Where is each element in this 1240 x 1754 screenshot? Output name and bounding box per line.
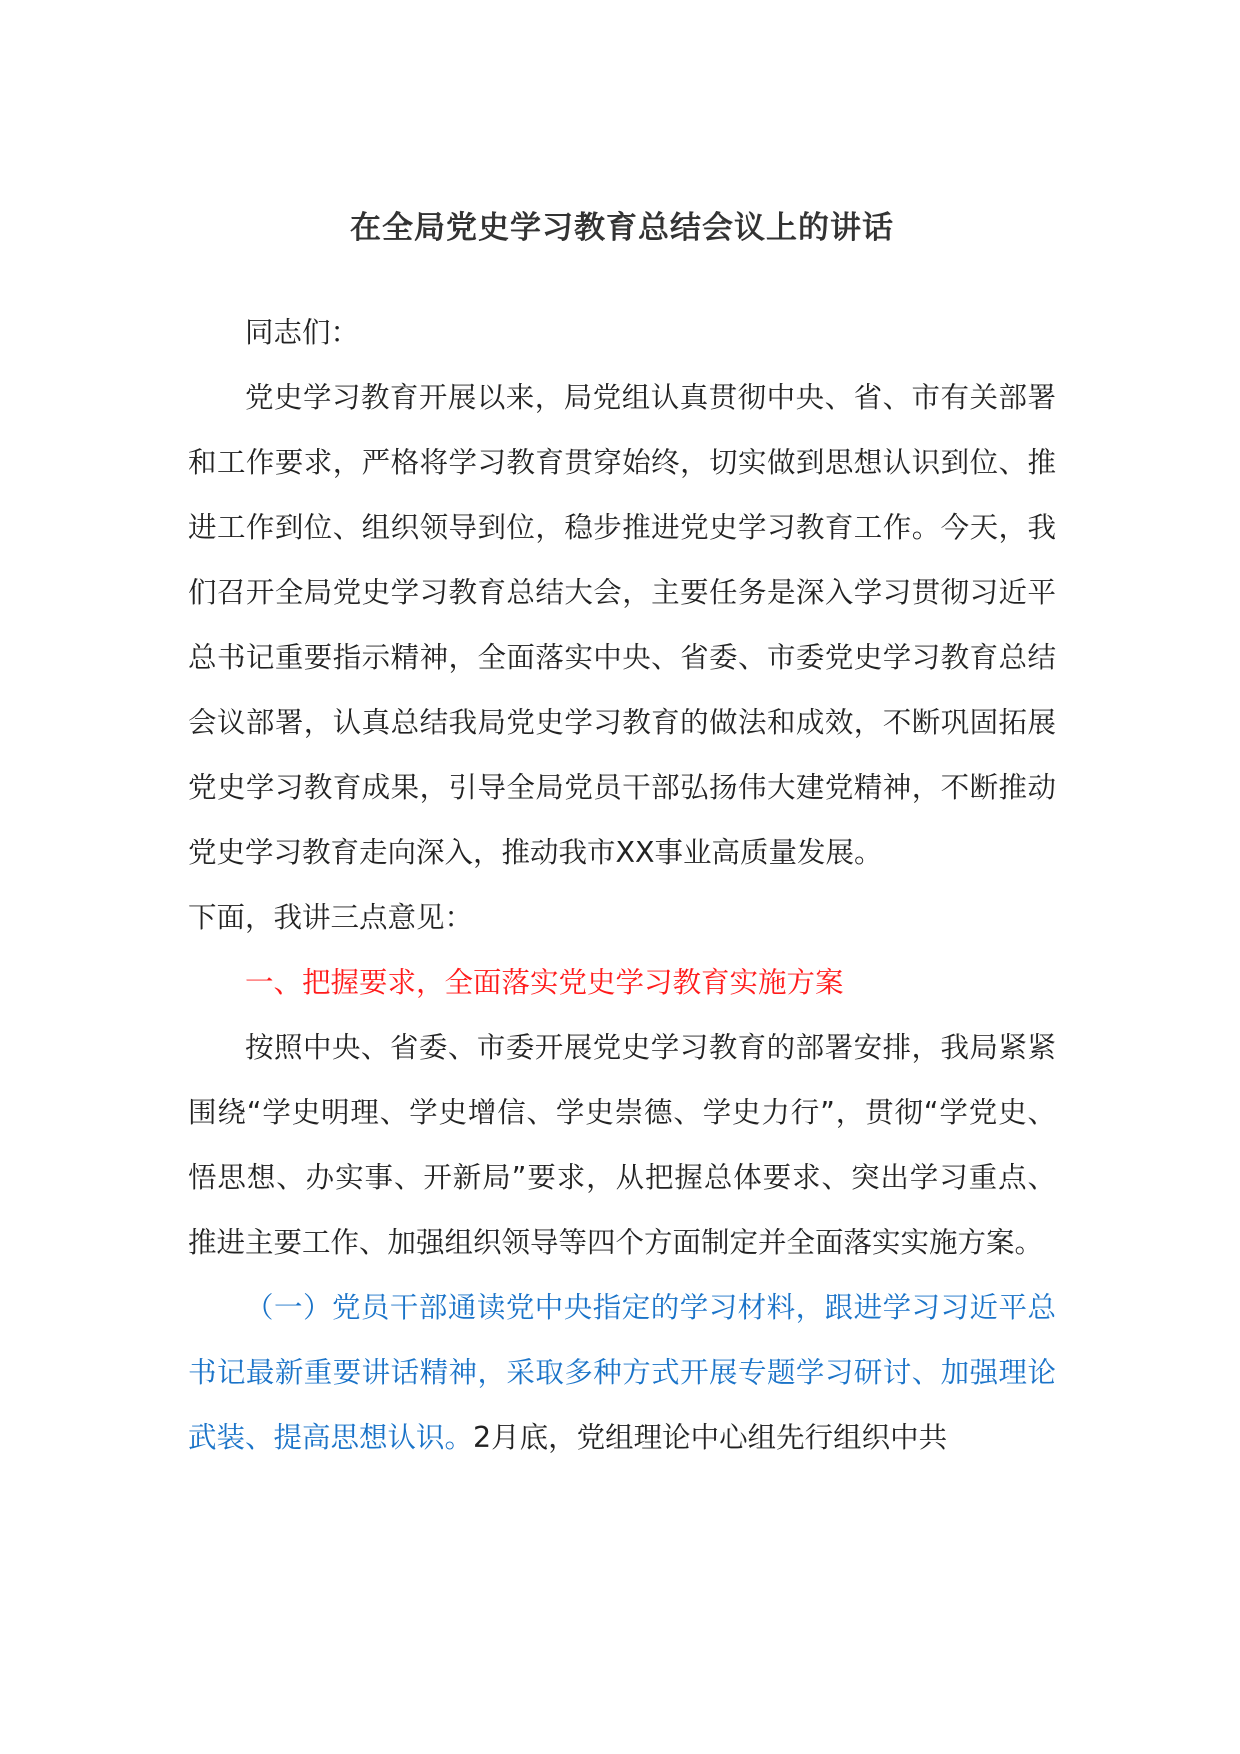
subsection-1-paragraph: [188, 1275, 1056, 1470]
transition-text: 下面，我讲三点意见：: [188, 901, 474, 934]
intro-text: 党史学习教育开展以来，局党组认真贯彻中央、省、市有关部署和工作要求，严格将学习教育贯穿始终，切实做到思想认识到位、推进工作到位、组织领导到位，稳步推进党史学习教育工作。今天，我们召开全局党史学习教育总结大会，主要任务是深入学习贯彻习近平总书记重要指示精神，全面落实中央、省委、市委党史学习教育总结会议部署，认真总结我局党史学习教育的做法和成效，不断巩固拓展党史学习教育成果，引导全局党员干部弘扬伟大建党精神，不断推动党史学习教育走向深入，推动我市XX事业高质量发展。: [188, 381, 1056, 869]
subsection-1-text: 2月底，党组理论中心组先行组织中共: [473, 1421, 948, 1454]
section-heading-1: 一、把握要求，全面落实党史学习教育实施方案: [245, 966, 844, 999]
subsection-heading-1: （一）党员干部通读党中央指定的学习材料，跟进学习习近平总书记最新重要讲话精神，采取多种方式开展专题学习研讨、加强理论武装、提高思想认识。: [188, 1291, 1056, 1454]
document-body: [188, 300, 1056, 1470]
salutation: 同志们：: [245, 316, 360, 349]
section-1-paragraph: 按照中央、省委、市委开展党史学习教育的部署安排，我局紧紧围绕“学史明理、学史增信、学史崇德、学史力行”，贯彻“学党史、悟思想、办实事、开新局”要求，从把握总体要求、突出学习重点、推进主要工作、加强组织领导等四个方面制定并全面落实实施方案。: [188, 1031, 1056, 1259]
document-title: 在全局党史学习教育总结会议上的讲话: [350, 210, 894, 246]
intro-paragraph: [188, 365, 1056, 950]
